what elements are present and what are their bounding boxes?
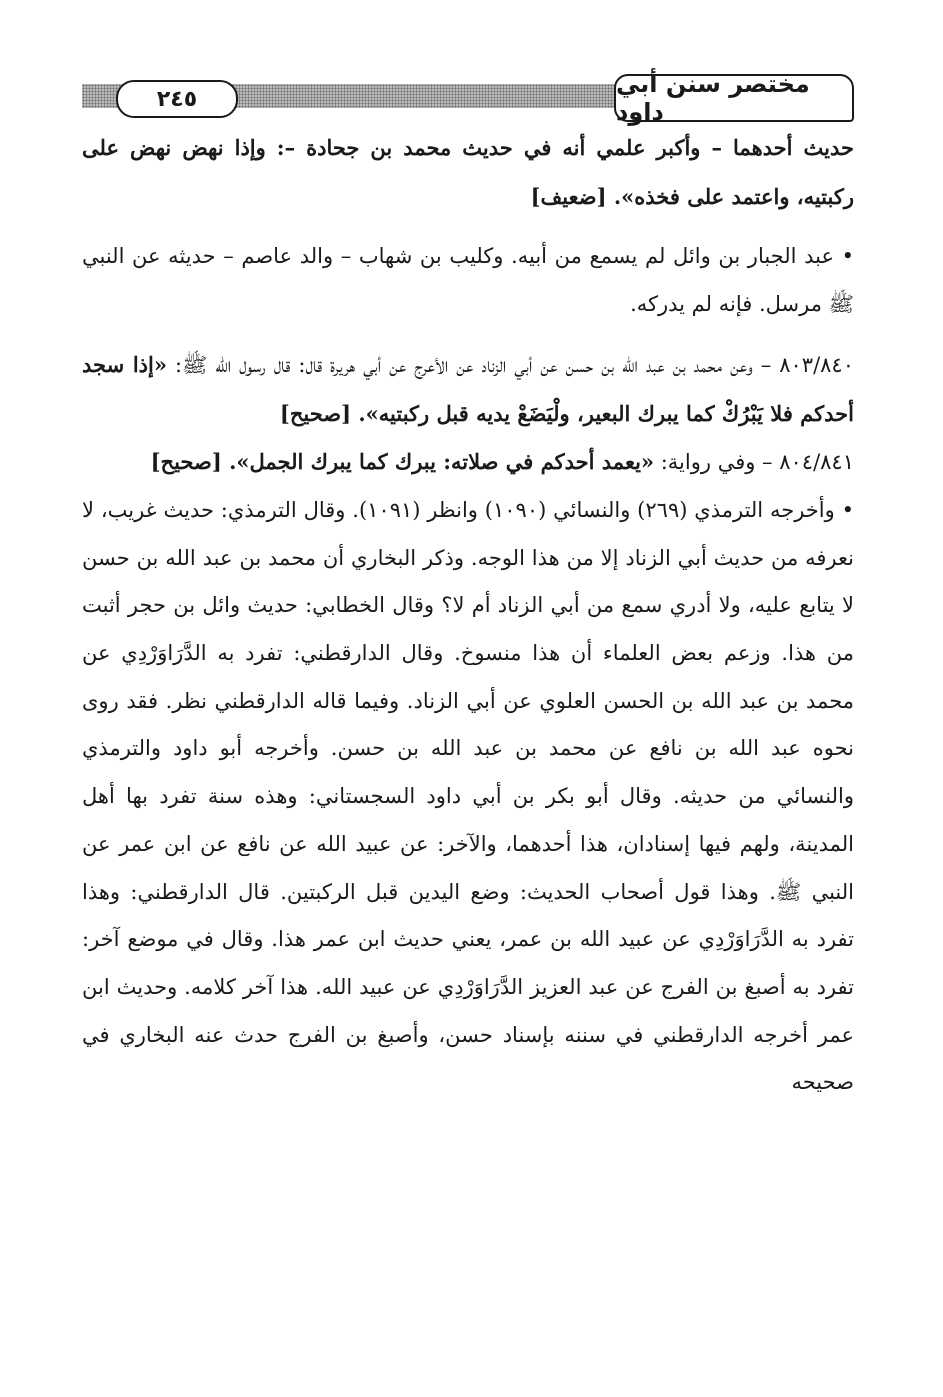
paragraph-hadith-804 [82,438,854,487]
hadith-intro: ٨٠٤/٨٤١ – وفي رواية: [654,450,854,475]
paragraph-hadith-803 [82,341,854,438]
commentary-text: • وأخرجه الترمذي (٢٦٩) والنسائي (١٠٩٠) وانظر (١٠٩١). وقال الترمذي: حديث غريب، لا نعرفه من حديث أبي الزناد إلا من هذا الوجه. وذكر البخاري أن محمد بن عبد الله بن حسن لا يتابع عليه، ولا أدري سمع من أبي الزناد أم لا؟ وقال الخطابي: حديث وائل بن حجر أثبت من هذا. وزعم بعض العلماء أن هذا منسوخ. وقال الدارقطني: تفرد به الدَّرَاوَرْدِي عن محمد بن عبد الله بن الحسن العلوي عن أبي الزناد. وفيما قاله الدارقطني نظر. فقد روى نحوه عبد الله بن نافع عن محمد بن عبد الله بن حسن. وأخرجه أبو داود والترمذي والنسائي من حديثه. وقال أبو بكر بن أبي داود السجستاني: وهذه سنة تفرد بها أهل المدينة، ولهم فيها إسنادان، هذا أحدهما، والآخر: عن عبيد الله عن نافع عن ابن عمر عن النبي ﷺ. وهذا قول أصحاب الحديث: وضع اليدين قبل الركبتين. قال الدارقطني: وهذا تفرد به الدَّرَاوَرْدِي عن عبيد الله بن عمر، يعني حديث ابن عمر هذا. وقال في موضع آخر: تفرد به أصبغ بن الفرج عن عبد العزيز الدَّرَاوَرْدِي عن عبيد الله. هذا آخر كلامه. وحديث ابن عمر أخرجه الدارقطني في سننه بإسناد حسن، وأصبغ بن الفرج حدث عنه البخاري في صحيحه [82,497,855,1095]
page-number-text: ٢٤٥ [156,86,198,112]
paragraph-hadith-end [82,124,854,221]
hadith-text: «إذا سجد أحدكم فلا يَبْرُكْ كما يبرك البعير، ولْيَضَعْ يديه قبل ركبتيه». [صحيح] [82,351,854,426]
page-number [116,80,238,118]
paragraph-commentary-1 [82,233,854,328]
page-body [82,124,854,1107]
commentary-text: • عبد الجبار بن وائل لم يسمع من أبيه. وكليب بن شهاب – والد عاصم – حديثه عن النبي ﷺ مرسل. فإنه لم يدركه. [82,244,854,317]
book-title-text: مختصر سنن أبي داود [616,70,810,126]
hadith-text: «يعمد أحدكم في صلاته: يبرك كما يبرك الجمل». [صحيح] [150,449,655,475]
book-title [614,70,854,126]
hadith-intro: ٨٠٣/٨٤٠ – وعن محمد بن عبد الله بن حسن عن أبي الزناد عن الأعرج عن أبي هريرة قال: قال رسول الله ﷺ: [166,352,854,377]
page-header [82,70,854,126]
paragraph-commentary-2 [82,487,854,1107]
hadith-text: حديث أحدهما – وأكبر علمي أنه في حديث محمد بن جحادة –: وإذا نهض نهض على ركبتيه، واعتمد على فخذه». [ضعيف] [82,135,854,209]
